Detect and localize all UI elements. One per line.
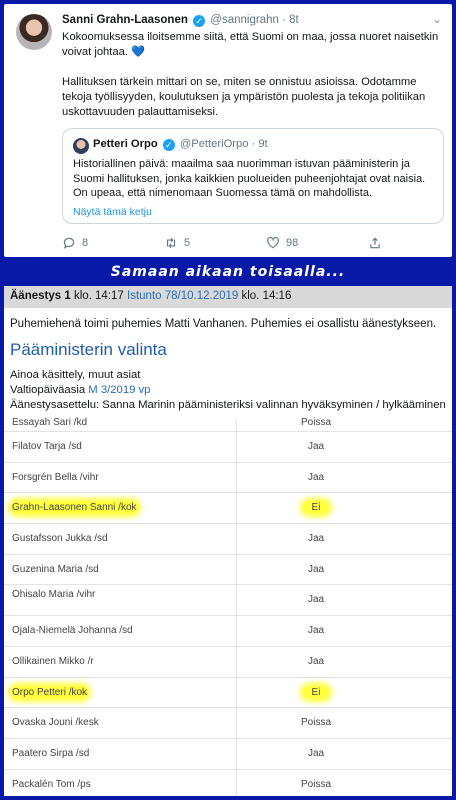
- table-row: [4, 647, 452, 678]
- tweet-card[interactable]: [4, 4, 452, 257]
- session-link[interactable]: Istunto 78/10.12.2019: [127, 290, 239, 302]
- reply-button[interactable]: [62, 236, 88, 250]
- table-row: [4, 770, 452, 796]
- table-row: [4, 417, 452, 432]
- like-icon: [266, 236, 280, 250]
- member-name: Filatov Tarja /sd: [12, 441, 82, 452]
- member-vote: Jaa: [307, 594, 325, 606]
- member-name: Gustafsson Jukka /sd: [12, 533, 108, 545]
- member-vote: Jaa: [307, 533, 325, 545]
- member-vote: Jaa: [307, 563, 325, 575]
- retweet-button[interactable]: [164, 236, 190, 250]
- member-name: Paatero Sirpa /sd: [12, 747, 90, 759]
- quoted-author-handle: @PetteriOrpo: [179, 138, 249, 150]
- table-row: [4, 555, 452, 586]
- table-row: [4, 524, 452, 555]
- verified-icon: ✓: [193, 15, 205, 27]
- page-title: Pääministerin valinta: [10, 340, 167, 359]
- verified-icon: ✓: [163, 139, 175, 151]
- member-name: Ohisalo Maria /vihr: [12, 589, 96, 601]
- member-name: Guzenina Maria /sd: [12, 563, 99, 575]
- reply-icon: [62, 236, 76, 250]
- member-name: Ollikainen Mikko /r: [12, 655, 94, 667]
- member-vote-highlighted: Ei: [304, 687, 328, 698]
- member-vote: Jaa: [307, 441, 325, 452]
- quoted-avatar: [73, 138, 89, 154]
- banner-caption: Samaan aikaan toisaalla...: [110, 264, 346, 280]
- tweet-time[interactable]: · 8t: [282, 14, 299, 26]
- meta-line-2-prefix: Valtiopäiväasia: [10, 384, 86, 396]
- table-row: [4, 739, 452, 770]
- quoted-tweet[interactable]: [62, 128, 444, 224]
- member-name: Essayah Sari /kd: [12, 417, 88, 428]
- caret-down-icon[interactable]: ⌄: [431, 12, 442, 26]
- member-name: Ovaska Jouni /kesk: [12, 717, 99, 729]
- show-thread-link[interactable]: Näytä tämä ketju: [73, 206, 152, 218]
- tweet-paragraph-2: Hallituksen tärkein mittari on se, miten se onnistuu asioissa. Odotamme tekoja työllisyyden, koulutuksen ja ympäristön puolesta ja tekoja politiikan uskottavuuden palauttamiseksi.: [62, 76, 426, 118]
- session-time: klo. 14:16: [241, 290, 292, 302]
- tweet-actions: [62, 236, 392, 252]
- matter-link[interactable]: M 3/2019 vp: [88, 384, 151, 396]
- quoted-author-name: Petteri Orpo: [93, 138, 158, 150]
- member-vote: Poissa: [300, 417, 331, 428]
- vote-record-page: [4, 286, 452, 796]
- blue-heart-icon: 💙: [131, 46, 145, 58]
- vote-label: Äänestys 1: [10, 290, 71, 302]
- table-row: [4, 493, 452, 524]
- vote-time: klo. 14:17: [73, 290, 124, 302]
- table-row: [4, 463, 452, 494]
- table-row: [4, 585, 452, 616]
- table-row: [4, 616, 452, 647]
- like-button[interactable]: [266, 236, 298, 250]
- member-name-highlighted: Grahn-Laasonen Sanni /kok: [12, 502, 137, 514]
- avatar[interactable]: [16, 14, 52, 50]
- member-name-highlighted: Orpo Petteri /kok: [12, 686, 88, 698]
- meta-line-3: Äänestysasettelu: Sanna Marinin pääministeriksi valinnan hyväksyminen / hylkääminen: [10, 399, 446, 411]
- table-row: [4, 678, 452, 709]
- member-vote: Jaa: [307, 625, 325, 637]
- member-name: Ojala-Niemelä Johanna /sd: [12, 625, 133, 637]
- chair-text: Puhemiehenä toimi puhemies Matti Vanhanen. Puhemies ei osallistu äänestykseen.: [10, 318, 437, 330]
- tweet-text: [62, 30, 442, 135]
- reply-count: 8: [82, 237, 89, 249]
- member-vote: Jaa: [307, 747, 325, 759]
- table-row: [4, 708, 452, 739]
- table-row: [4, 432, 452, 463]
- meta-line-1: Ainoa käsittely, muut asiat: [10, 369, 141, 381]
- member-vote: Jaa: [307, 655, 325, 667]
- member-vote-highlighted: Ei: [304, 502, 328, 513]
- like-count: 98: [286, 237, 299, 249]
- author-name[interactable]: Sanni Grahn-Laasonen: [62, 14, 188, 26]
- retweet-icon: [164, 236, 178, 250]
- tweet-paragraph-1: Kokoomuksessa iloitsemme siitä, että Suomi on maa, jossa nuoret naisetkin voivat johtaa.: [62, 31, 439, 58]
- share-icon: [368, 236, 382, 250]
- quoted-header: [93, 138, 268, 151]
- member-vote: Poissa: [300, 717, 331, 729]
- member-vote: Poissa: [300, 778, 331, 790]
- member-name: Packalén Tom /ps: [12, 778, 91, 790]
- retweet-count: 5: [184, 237, 191, 249]
- quoted-time: · 9t: [251, 138, 268, 150]
- share-button[interactable]: [368, 236, 382, 250]
- author-handle[interactable]: @sannigrahn: [210, 14, 279, 26]
- vote-table: [4, 417, 452, 796]
- vote-meta: [4, 360, 452, 413]
- member-name: Forsgrén Bella /vihr: [12, 471, 99, 483]
- quoted-text: Historiallinen päivä: maailma saa nuorimman istuvan pääministerin ja Suomi hallituksen, jonka kaikkien puolueiden puheenjohtajat ovat naisia. On upeaa, että nimenomaan Suomessa tämä on mahdollista.: [73, 158, 426, 199]
- vote-info-bar: [4, 286, 452, 308]
- tweet-header: [62, 14, 299, 27]
- member-vote: Jaa: [307, 471, 325, 483]
